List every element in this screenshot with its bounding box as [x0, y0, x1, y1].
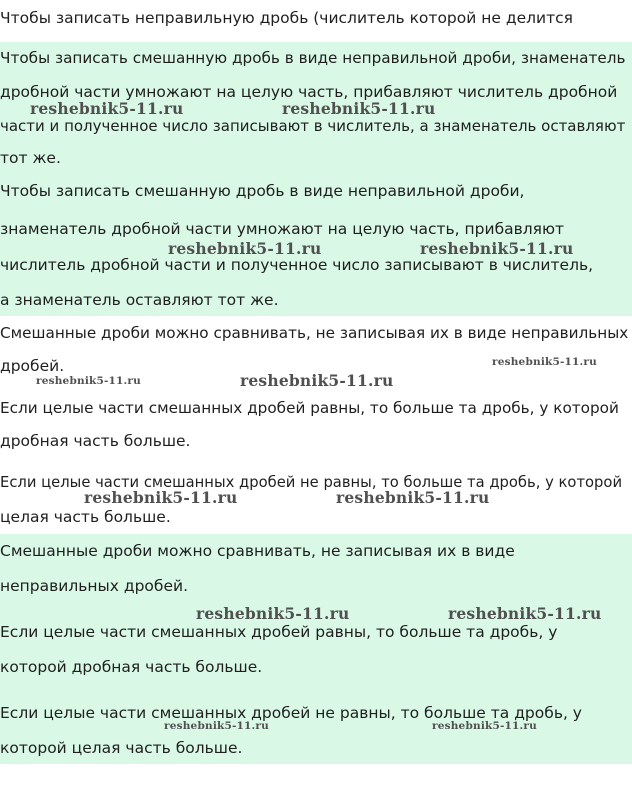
- watermark: reshebnik5-11.ru: [196, 604, 350, 623]
- text-line: знаменатель дробной части умножают на целую часть, прибавляют: [0, 220, 565, 238]
- text-line: дробной части умножают на целую часть, прибавляют числитель дробной: [0, 83, 618, 101]
- text-line: дробная часть больше.: [0, 432, 191, 450]
- text-line: Если целые части смешанных дробей не равны, то больше та дробь, у которой: [0, 474, 623, 491]
- text-line: дробей.: [0, 357, 65, 375]
- rule-block-improper-fraction-2: [0, 172, 632, 316]
- text-line: Если целые части смешанных дробей равны, то больше та дробь, у которой: [0, 399, 619, 417]
- watermark: reshebnik5-11.ru: [84, 488, 238, 507]
- watermark: reshebnik5-11.ru: [168, 239, 322, 258]
- rule-block-comparison-2: [0, 534, 632, 764]
- watermark: reshebnik5-11.ru: [164, 720, 269, 732]
- text-line: Чтобы записать смешанную дробь в виде неправильной дроби,: [0, 182, 525, 200]
- text-line: Если целые части смешанных дробей не равны, то больше та дробь, у: [0, 704, 582, 722]
- watermark: reshebnik5-11.ru: [420, 239, 574, 258]
- text-line: части и полученное число записывают в числитель, а знаменатель оставляют: [0, 117, 626, 135]
- text-line: а знаменатель оставляют тот же.: [0, 291, 279, 309]
- text-line: Чтобы записать смешанную дробь в виде неправильной дроби, знаменатель: [0, 49, 626, 67]
- text-line: Смешанные дроби можно сравнивать, не записывая их в виде неправильных: [0, 324, 629, 342]
- watermark: reshebnik5-11.ru: [282, 99, 436, 118]
- intro-snippet: [0, 0, 632, 42]
- watermark: reshebnik5-11.ru: [36, 375, 141, 387]
- text-line: целая часть больше.: [0, 508, 171, 526]
- text-line: Смешанные дроби можно сравнивать, не записывая их в виде: [0, 542, 515, 560]
- watermark: reshebnik5-11.ru: [240, 371, 394, 390]
- text-line: которой целая часть больше.: [0, 739, 243, 757]
- text-line: неправильных дробей.: [0, 577, 188, 595]
- watermark: reshebnik5-11.ru: [492, 356, 597, 368]
- rule-block-improper-fraction-1: [0, 42, 632, 172]
- watermark: reshebnik5-11.ru: [432, 720, 537, 732]
- rule-block-comparison-1: [0, 316, 632, 534]
- page-footer-space: [0, 764, 632, 798]
- watermark: reshebnik5-11.ru: [448, 604, 602, 623]
- text-line: Если целые части смешанных дробей равны, то больше та дробь, у: [0, 623, 558, 641]
- watermark: reshebnik5-11.ru: [336, 488, 490, 507]
- text-line: числитель дробной части и полученное число записывают в числитель,: [0, 256, 594, 274]
- watermark: reshebnik5-11.ru: [30, 99, 184, 118]
- text-line: тот же.: [0, 149, 61, 167]
- text-line: Чтобы записать неправильную дробь (числитель которой не делится: [0, 9, 573, 27]
- text-line: которой дробная часть больше.: [0, 658, 263, 676]
